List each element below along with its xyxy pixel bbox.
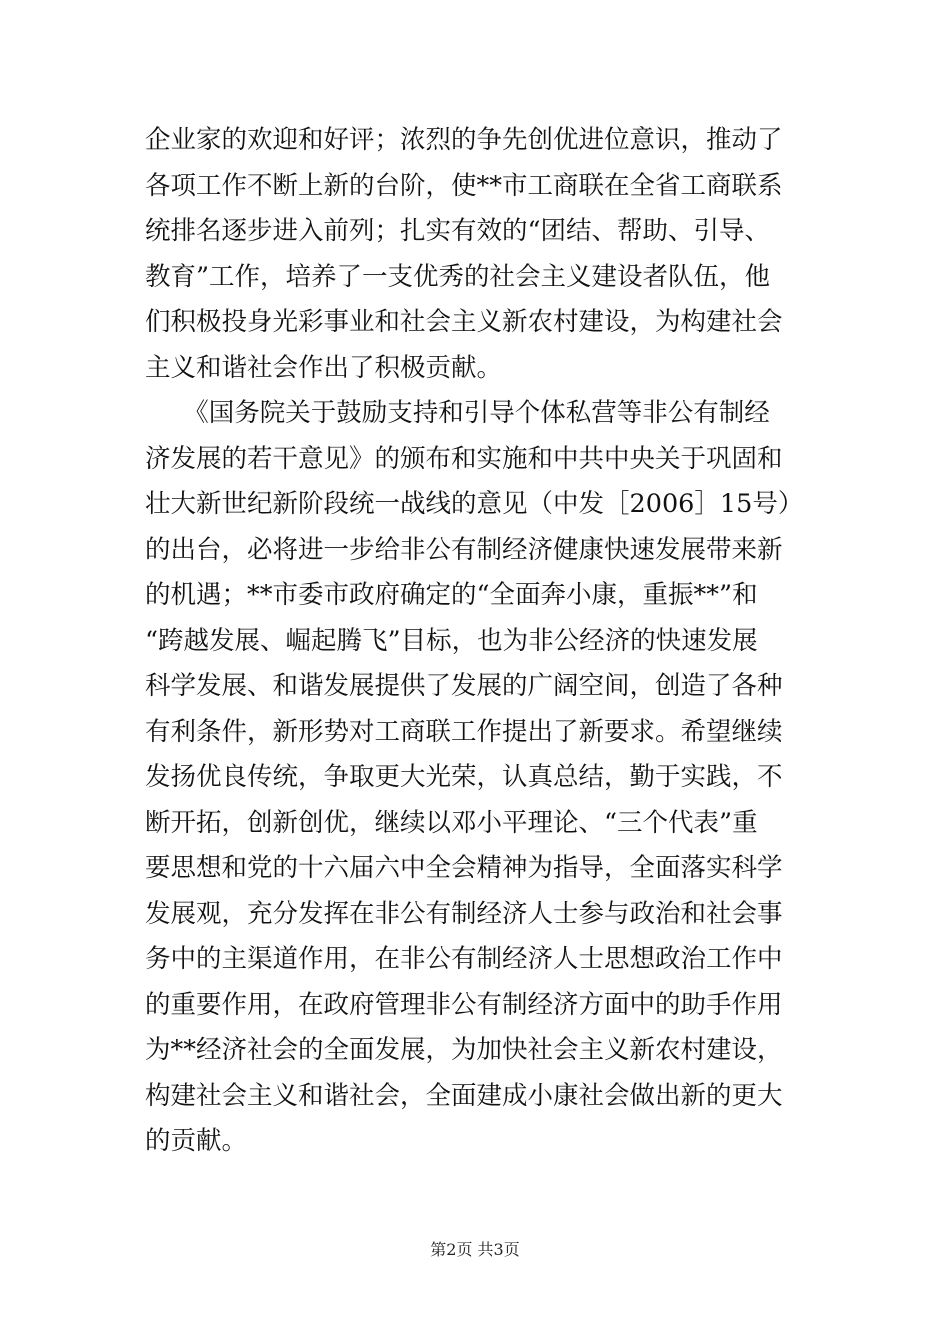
text-line: 的出台，必将进一步给非公有制经济健康快速发展带来新 <box>145 534 783 565</box>
text-line: 统排名逐步进入前列；扎实有效的“团结、帮助、引导、 <box>145 216 771 246</box>
text-line: 们积极投身光彩事业和社会主义新农村建设，为构建社会 <box>145 307 783 337</box>
text-line: 发展观，充分发挥在非公有制经济人士参与政治和社会事 <box>145 898 783 929</box>
page-footer <box>0 1240 950 1260</box>
text-line: 构建社会主义和谐社会，全面建成小康社会做出新的更大 <box>145 1080 783 1111</box>
text-line: 为**经济社会的全面发展，为加快社会主义新农村建设， <box>145 1035 783 1065</box>
text-line: 主义和谐社会作出了积极贡献。 <box>145 352 503 383</box>
text-line: 有利条件，新形势对工商联工作提出了新要求。希望继续 <box>145 716 783 747</box>
page-number: 第2页 共3页 <box>430 1240 520 1259</box>
text-line: 务中的主渠道作用，在非公有制经济人士思想政治工作中 <box>145 944 783 974</box>
text-line: 壮大新世纪新阶段统一战线的意见（中发［2006］15号） <box>145 489 804 519</box>
text-line: 科学发展、和谐发展提供了发展的广阔空间，创造了各种 <box>145 671 783 701</box>
text-line: 《国务院关于鼓励支持和引导个体私营等非公有制经 <box>145 398 770 428</box>
text-line: 的贡献。 <box>145 1126 248 1156</box>
text-line: 企业家的欢迎和好评；浓烈的争先创优进位意识，推动了 <box>145 125 783 155</box>
text-line: “跨越发展、崛起腾飞”目标，也为非公经济的快速发展 <box>145 625 758 656</box>
text-line: 断开拓，创新创优，继续以邓小平理论、“三个代表”重 <box>145 807 758 838</box>
text-line: 要思想和党的十六届六中全会精神为指导，全面落实科学 <box>145 853 783 883</box>
text-line: 济发展的若干意见》的颁布和实施和中共中央关于巩固和 <box>145 443 783 474</box>
document-body <box>145 118 811 1165</box>
text-line: 发扬优良传统，争取更大光荣，认真总结，勤于实践，不 <box>145 762 783 792</box>
text-line: 的重要作用，在政府管理非公有制经济方面中的助手作用 <box>145 989 783 1020</box>
text-line: 各项工作不断上新的台阶，使**市工商联在全省工商联系 <box>145 170 783 201</box>
text-line: 教育”工作，培养了一支优秀的社会主义建设者队伍，他 <box>145 261 771 292</box>
text-line: 的机遇；**市委市政府确定的“全面奔小康，重振**”和 <box>145 580 758 610</box>
